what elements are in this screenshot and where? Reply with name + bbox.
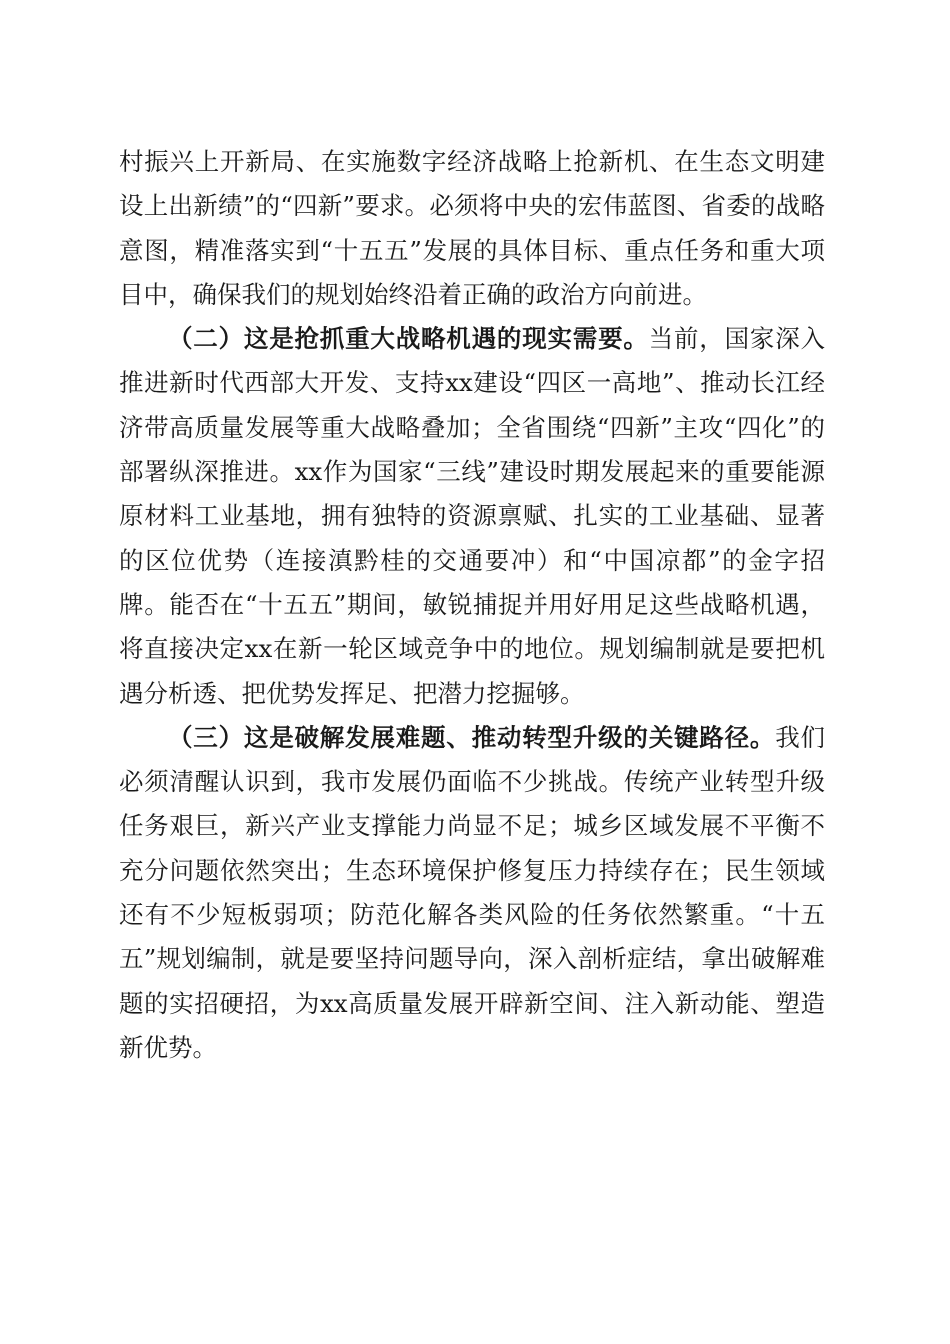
section-2-heading: （二）这是抢抓重大战略机遇的现实需要。 [168,324,649,354]
paragraph-text: 当前，国家深入推进新时代西部大开发、支持xx建设“四区一高地”、推动长江经济带高质量发展等重大战略叠加；全省围绕“四新”主攻“四化”的部署纵深推进。xx作为国家“三线”建设时期发展起来的重要能源原材料工业基地，拥有独特的资源禀赋、扎实的工业基础、显著的区位优势（连接滇黔桂的交通要冲）和“中国凉都”的金字招牌。能否在“十五五”期间，敏锐捕捉并用好用足这些战略机遇，将直接决定xx在新一轮区域竞争中的地位。规划编制就是要把机遇分析透、把优势发挥足、把潜力挖掘够。 [119,324,826,708]
section-3-heading: （三）这是破解发展难题、推动转型升级的关键路径。 [168,722,776,752]
paragraph-text: 村振兴上开新局、在实施数字经济战略上抢新机、在生态文明建设上出新绩”的“四新”要求。必须将中央的宏伟蓝图、省委的战略意图，精准落实到“十五五”发展的具体目标、重点任务和重大项目中，确保我们的规划始终沿着正确的政治方向前进。 [119,147,825,309]
paragraph-section-2 [119,317,825,716]
paragraph-text: 我们必须清醒认识到，我市发展仍面临不少挑战。传统产业转型升级任务艰巨，新兴产业支撑能力尚显不足；城乡区域发展不平衡不充分问题依然突出；生态环境保护修复压力持续存在；民生领域还有不少短板弱项；防范化解各类风险的任务依然繁重。“十五五”规划编制，就是要坚持问题导向，深入剖析症结，拿出破解难题的实招硬招，为xx高质量发展开辟新空间、注入新动能、塑造新优势。 [119,722,826,1062]
document-body [119,140,825,1070]
paragraph-continuation [119,140,825,317]
paragraph-section-3 [119,716,825,1070]
